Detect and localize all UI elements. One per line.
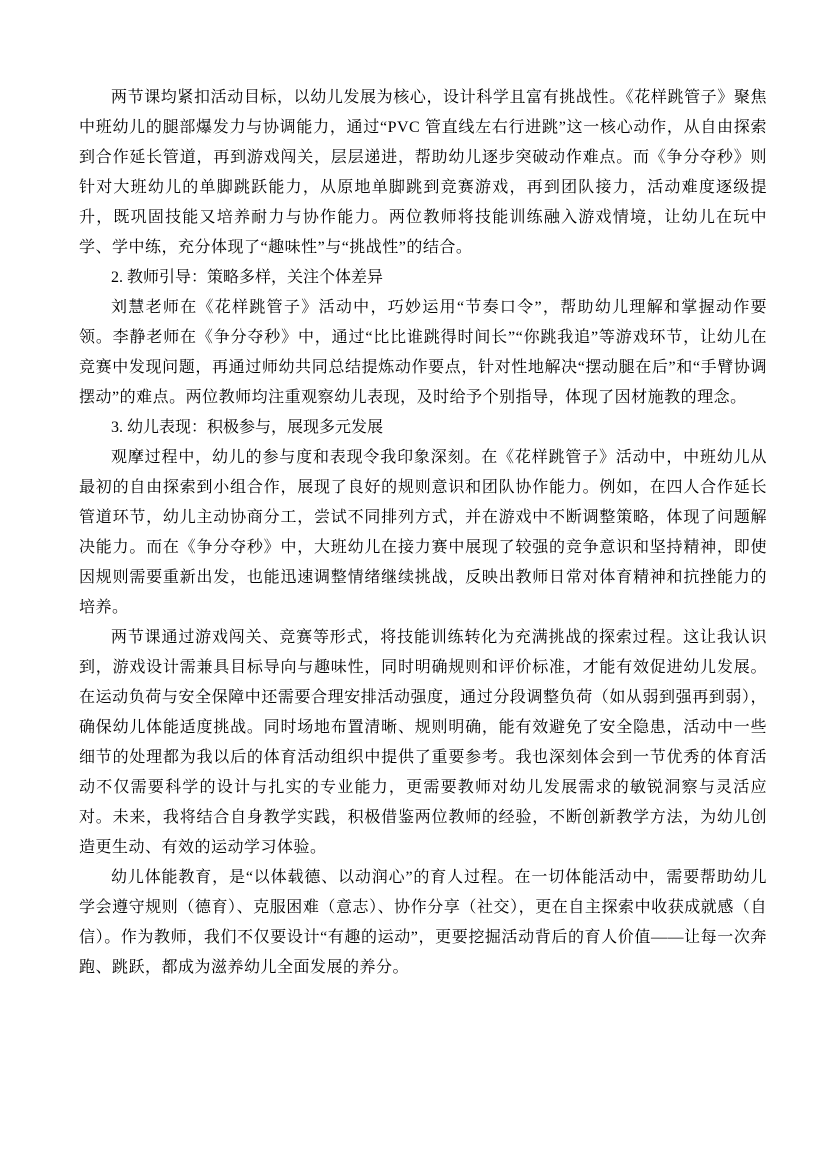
section-heading-child-performance: 3. 幼儿表现：积极参与，展现多元发展 xyxy=(111,419,384,436)
paragraph-teacher-guidance: 刘慧老师在《花样跳管子》活动中，巧妙运用“节奏口令”，帮助幼儿理解和掌握动作要领。李静老师在《争分夺秒》中，通过“比比谁跳得时间长”“你跳我追”等游戏环节，让幼儿在竞赛中发现问题，再通过师幼共同总结提炼动作要点，针对性地解决“摆动腿在后”和“手臂协调摆动”的难点。两位教师均注重观察幼儿表现，及时给予个别指导，体现了因材施教的理念。 xyxy=(79,299,767,406)
paragraph-overview: 两节课均紧扣活动目标，以幼儿发展为核心，设计科学且富有挑战性。《花样跳管子》聚焦中班幼儿的腿部爆发力与协调能力，通过“PVC 管直线左右行进跳”这一核心动作，从自由探索到合作延长管道，再到游戏闯关，层层递进，帮助幼儿逐步突破动作难点。而《争分夺秒》则针对大班幼儿的单脚跳跃能力，从原地单脚跳到竞赛游戏，再到团队接力，活动难度逐级提升，既巩固技能又培养耐力与协作能力。两位教师将技能训练融入游戏情境，让幼儿在玩中学、学中练，充分体现了“趣味性”与“挑战性”的结合。 xyxy=(79,89,767,256)
paragraph-conclusion: 幼儿体能教育，是“以体载德、以动润心”的育人过程。在一切体能活动中，需要帮助幼儿学会遵守规则（德育）、克服困难（意志）、协作分享（社交），更在自主探索中收获成就感（自信）。作为教师，我们不仅要设计“有趣的运动”，更要挖掘活动背后的育人价值——让每一次奔跑、跳跃，都成为滋养幼儿全面发展的养分。 xyxy=(79,869,767,976)
paragraph-reflection: 两节课通过游戏闯关、竞赛等形式，将技能训练转化为充满挑战的探索过程。这让我认识到，游戏设计需兼具目标导向与趣味性，同时明确规则和评价标准，才能有效促进幼儿发展。在运动负荷与安全保障中还需要合理安排活动强度，通过分段调整负荷（如从弱到强再到弱），确保幼儿体能适度挑战。同时场地布置清晰、规则明确，能有效避免了安全隐患，活动中一些细节的处理都为我以后的体育活动组织中提供了重要参考。我也深刻体会到一节优秀的体育活动不仅需要科学的设计与扎实的专业能力，更需要教师对幼儿发展需求的敏锐洞察与灵活应对。未来，我将结合自身教学实践，积极借鉴两位教师的经验，不断创新教学方法，为幼儿创造更生动、有效的运动学习体验。 xyxy=(79,629,767,856)
section-heading-teacher-guidance: 2. 教师引导：策略多样，关注个体差异 xyxy=(111,269,384,286)
paragraph-child-performance: 观摩过程中，幼儿的参与度和表现令我印象深刻。在《花样跳管子》活动中，中班幼儿从最初的自由探索到小组合作，展现了良好的规则意识和团队协作能力。例如，在四人合作延长管道环节，幼儿主动协商分工，尝试不同排列方式，并在游戏中不断调整策略，体现了问题解决能力。而在《争分夺秒》中，大班幼儿在接力赛中展现了较强的竞争意识和坚持精神，即使因规则需要重新出发，也能迅速调整情绪继续挑战，反映出教师日常对体育精神和抗挫能力的培养。 xyxy=(79,449,767,616)
